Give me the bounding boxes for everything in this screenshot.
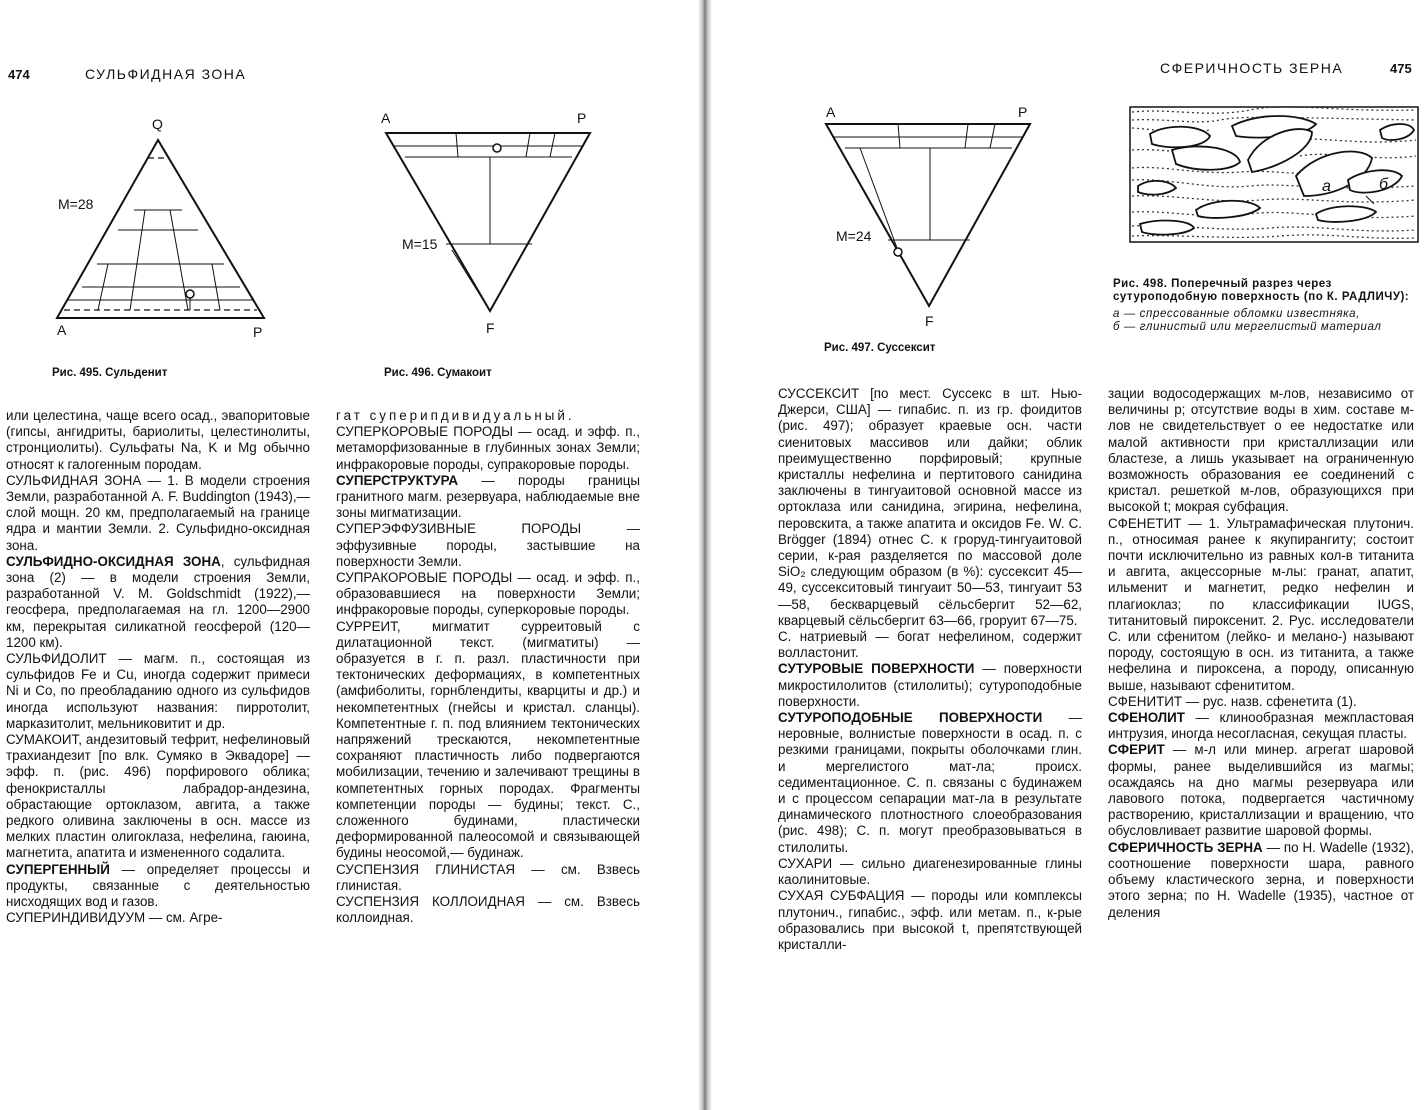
entry-sussexit-natrievy: С. натриевый — богат нефелином, содержит волластонит. [778, 629, 1082, 661]
entry-continuation: зации водосодержащих м-лов, независимо от величины p; отсутствие воды в хим. составе м-лов не свидетельствует о ее недостатке или малой активности при кристаллизации или бластезе, а лишь указывает на ограниченную возможность образования ее соединений с кристал. решеткой м-лов, образующихся при высокой t; мокрая субфация. [1108, 386, 1414, 515]
entry-superindividuum: СУПЕРИНДИВИДУУМ — см. Агре- [6, 910, 223, 926]
fig495-m-label: M=28 [58, 196, 94, 212]
entry-sulfidnaya-zona: СУЛЬФИДНАЯ ЗОНА — 1. В модели строения Земли, разработанной A. F. Buddington (1943),— слой мощн. 20 км, предполагаемый на границе ядра и мантии Земли. 2. Сульфидно-оксидная зона. [6, 472, 310, 553]
fig497-label-f: F [925, 313, 934, 329]
fig496-label-a: A [381, 110, 391, 126]
right-page-header: СФЕРИЧНОСТЬ ЗЕРНА [1160, 60, 1344, 76]
entry-sulfidolit: СУЛЬФИДОЛИТ — магм. п., состоящая из сульфидов Fe и Cu, иногда содержит примеси Ni и Co, по преобладанию одного из сульфидов иногда используют названия: пирротолит, марказитолит, мельниковитит и др. [6, 651, 310, 731]
entry-suspenziya-kolloidnaya: СУСПЕНЗИЯ КОЛЛОИДНАЯ — см. Взвесь коллоидная. [336, 894, 640, 926]
fig497-caption: Рис. 497. Суссексит [824, 342, 936, 354]
entry-continuation: гат суперипдивидуальный. [336, 408, 575, 423]
entry-suturopodobnye-poverkhnosti: СУТУРОПОДОБНЫЕ ПОВЕРХНОСТИ — неровные, волнистые поверхности в осад. п. с резкими границами, покрыты оболочками глин. и мергелистого мат-ла; происх. седиментационное. С. п. связаны с будинажем и с процессом сепарации мат-ла в результате динамического плотностного слоеобразования (рис. 498); С. п. могут преобразовываться в стилолиты. [778, 710, 1082, 855]
entry-sfenitit: СФЕНИТИТ — рус. назв. сфенетита (1). [1108, 693, 1357, 709]
fig497-label-a: A [826, 104, 836, 120]
fig495-label-a: A [57, 322, 67, 338]
fig495-label-p: P [253, 324, 263, 340]
entry-sfenetit: СФЕНЕТИТ — 1. Ультрамафическая плутонич. п., относимая ранее к якупирангиту; состоит почти исключительно из равных кол-в титанита и авгита, акцессорные м-лы: гранат, апатит, ильменит и магнетит, редко нефелин и плагиоклаз; по классификации IUGS, титанитовый пироксенит. 2. Рус. исследователи С. или сфенитом (лейко- и мелано-) называют породу, состоящую в осн. из титанита, а также нефелина и пироксена, а породу, описанную выше, называют сфенититом. [1108, 515, 1414, 693]
fig496-caption: Рис. 496. Сумакоит [384, 367, 492, 379]
fig495-label-q: Q [152, 116, 163, 132]
fig498-label-b: б [1379, 176, 1388, 193]
entry-sukhaya-subfaciya: СУХАЯ СУБФАЦИЯ — породы или комплексы плутонич., гипабис., эфф. или метам. п., к-рые образовались при высокой t, препятствующей кристалли- [778, 888, 1082, 952]
fig497-m-label: M=24 [836, 228, 872, 244]
fig495-caption: Рис. 495. Сульденит [52, 367, 168, 379]
left-page-number: 474 [8, 67, 30, 82]
entry-continuation: или целестина, чаще всего осад., эвапоритовые (гипсы, ангидриты, бариолиты, целестинолиты, стронциолиты). Сульфаты Na, K и Mg обычно относят к галогенным породам. [6, 408, 310, 472]
entry-superkorovye-porody: СУПЕРКОРОВЫЕ ПОРОДЫ — осад. и эфф. п., метаморфизованные в глубинных зонах Земли; инфракоровые породы, супракоровые породы. [336, 424, 640, 472]
entry-sfenolit: СФЕНОЛИТ — клинообразная межпластовая интрузия, иногда несогласная, секущая пласты. [1108, 710, 1414, 742]
entry-sussexit: СУССЕКСИТ [по мест. Суссекс в шт. Нью-Джерси, США] — гипабис. п. из гр. фоидитов (рис. 497); образует краевые осн. части сиенитовых массивов или дайки; облик преимущественно порфировый; крупные кристаллы нефелина и пертитового санидина заключены в тингуаитовой основной массе из ортоклаза или санидина, эгирина, нефелина, перовскита, а также апатита и оксидов Fe. W. C. Brögger (1894) отнес С. к гроруд-тингуаитовой серии, к-рая разделяется по массовой доле SiO₂ следующим образом (в %): суссексит 45—49, суссекситовый тингуаит 50—53, тингуаит 53—58, бескварцевый сёльсбергит 52—62, кварцевый сёльсбергит 63—66, гроруит 67—75. [778, 386, 1082, 628]
fig497-label-p: P [1018, 104, 1028, 120]
entry-suturovye-poverkhnosti: СУТУРОВЫЕ ПОВЕРХНОСТИ — поверхности микростилолитов (стилолиты); сутуроподобные поверхности. [778, 661, 1082, 709]
right-page-number: 475 [1390, 61, 1412, 76]
entry-sferit: СФЕРИТ — м-л или минер. агрегат шаровой формы, ранее выделившийся из магмы; осаждаясь на дно магмы резервуара или лавового потока, подвергается частичному растворению, кристаллизации и вращению, что обусловливает развитие шаровой формы. [1108, 742, 1414, 839]
fig496-label-f: F [486, 320, 495, 336]
left-page-column-1 [6, 408, 310, 927]
fig498-legend-b: б — глинистый или мергелистый материал [1113, 321, 1382, 333]
entry-suspenziya-glinistaya: СУСПЕНЗИЯ ГЛИНИСТАЯ — см. Взвесь глинистая. [336, 861, 641, 893]
entry-surreit: СУРРЕИТ, мигматит сурреитовый с дилатационной текст. (мигматиты) — образуется в г. п. разл. пластичности при тектонических деформациях, в компетентных (амфиболиты, горнблендиты, кварциты и др.) и некомпетентных (гнейсы и кристал. сланцы). Компетентные г. п. под влиянием тектонических напряжений трескаются, некомпетентные сохраняют пластичность либо подвергаются мобилизации, течению и залечивают трещины в компетентных горных породах. Фрагменты компетенции породы — будины; текст. С., сложенного будинами, пластически деформированной палеосомой и связывающей будины неосомой,— будинаж. [336, 618, 640, 861]
right-page-column-2 [1108, 386, 1414, 921]
entry-supergenny: СУПЕРГЕННЫЙ — определяет процессы и продукты, связанные с деятельностью нисходящих вод и газов. [6, 861, 310, 910]
fig498-caption [1113, 278, 1413, 334]
entry-sferichnost-zerna: СФЕРИЧНОСТЬ ЗЕРНА — по H. Wadelle (1932), соотношение поверхности шара, равного объему кластического зерна, и поверхности этого зерна; по H. Wadelle (1935), частное от деления [1108, 839, 1414, 920]
left-page-header: СУЛЬФИДНАЯ ЗОНА [85, 66, 247, 82]
fig498-diagram [0, 0, 1424, 400]
fig496-m-label: M=15 [402, 236, 438, 252]
entry-superstruktura: СУПЕРСТРУКТУРА — породы границы гранитного магм. резервуара, наблюдаемые вне зоны мигматизации. [336, 472, 640, 521]
entry-sumakoit: СУМАКОИТ, андезитовый тефрит, нефелиновый трахиандезит [по влк. Сумяко в Эквадоре] — эфф. п. (рис. 496) порфирового облика; фенокристаллы лабрадор-андезина, обрастающие ортоклазом, авгита, а также редкого оливина заключены в осн. массе из мелких пластин олигоклаза, нефелина, гаюина, магнетита, апатита и измененного содалита. [6, 732, 310, 861]
fig498-label-a: а [1322, 178, 1331, 195]
fig496-label-p: P [577, 110, 587, 126]
left-page-column-2 [336, 408, 640, 927]
fig498-legend-a: а — спрессованные обломки известняка, [1113, 308, 1360, 320]
entry-sukhari: СУХАРИ — сильно диагенезированные глины каолинитовые. [778, 855, 1082, 888]
right-page-column-1 [778, 386, 1082, 953]
entry-suprakorovye-porody: СУПРАКОРОВЫЕ ПОРОДЫ — осад. и эфф. п., образовавшиеся на поверхности Земли; инфракоровые породы, суперкоровые породы. [336, 570, 640, 618]
entry-supereffuzivnye-porody: СУПЕРЭФФУЗИВНЫЕ ПОРОДЫ — эффузивные породы, застывшие на поверхности Земли. [336, 521, 640, 569]
entry-sulfidno-oksidnaya-zona: СУЛЬФИДНО-ОКСИДНАЯ ЗОНА, сульфидная зона (2) — в модели строения Земли, разработанной V. M. Goldschmidt (1922),— геосфера, предполагаемая на гл. 1200—2900 км, перекрытая силикатной геосферой (120—1200 км). [6, 553, 311, 650]
fig498-title: Рис. 498. Поперечный разрез через сутуроподобную поверхность (по К. РАДЛИЧУ): [1113, 278, 1410, 303]
